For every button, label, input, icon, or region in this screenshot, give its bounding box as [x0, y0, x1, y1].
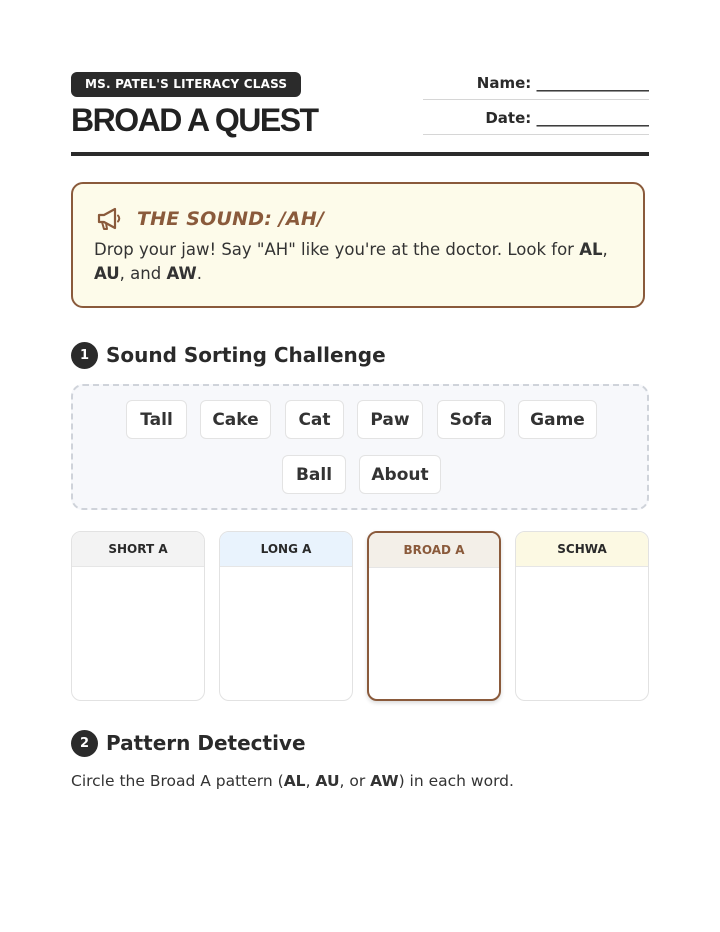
sort-box-header: SHORT A [72, 532, 204, 567]
pattern-aw: AW [370, 772, 399, 790]
worksheet-page [71, 72, 649, 790]
date-field[interactable]: Date: _______________ [423, 107, 649, 135]
worksheet-header [71, 72, 649, 156]
word-card[interactable]: About [359, 455, 441, 494]
sort-box-short-a[interactable] [71, 531, 205, 701]
sound-callout [71, 182, 645, 308]
word-card[interactable]: Paw [357, 400, 423, 439]
word-card[interactable]: Game [518, 400, 597, 439]
word-card[interactable]: Sofa [437, 400, 505, 439]
pattern-al: AL [283, 772, 306, 790]
word-card[interactable]: Ball [282, 455, 346, 494]
pattern-al: AL [579, 240, 603, 259]
pattern-au: AU [94, 264, 120, 283]
word-card[interactable]: Cat [285, 400, 344, 439]
page-title: BROAD A QUEST [71, 102, 318, 138]
section-1-heading [71, 340, 386, 370]
sound-heading: THE SOUND: /AH/ [137, 208, 325, 230]
name-field[interactable]: Name: _______________ [423, 72, 649, 100]
class-badge: MS. PATEL'S LITERACY CLASS [71, 72, 301, 97]
sort-box-broad-a[interactable] [367, 531, 501, 701]
sort-box-header: SCHWA [516, 532, 648, 567]
pattern-aw: AW [166, 264, 197, 283]
section-title: Sound Sorting Challenge [106, 343, 386, 367]
section-number: 2 [71, 730, 98, 757]
word-card[interactable]: Tall [126, 400, 187, 439]
section-title: Pattern Detective [106, 731, 306, 755]
word-bank [71, 384, 649, 510]
section-number: 1 [71, 342, 98, 369]
sort-box-schwa[interactable] [515, 531, 649, 701]
sort-box-header: BROAD A [369, 533, 499, 568]
section-2-heading [71, 728, 306, 758]
pattern-instruction: Circle the Broad A pattern (AL, AU, or AW) in each word. [71, 772, 514, 790]
sort-box-long-a[interactable] [219, 531, 353, 701]
word-card[interactable]: Cake [200, 400, 271, 439]
sound-description: Drop your jaw! Say "AH" like you're at the doctor. Look for AL, AU, and AW. [94, 240, 608, 283]
sort-box-header: LONG A [220, 532, 352, 567]
pattern-au: AU [315, 772, 340, 790]
megaphone-icon [95, 206, 123, 232]
